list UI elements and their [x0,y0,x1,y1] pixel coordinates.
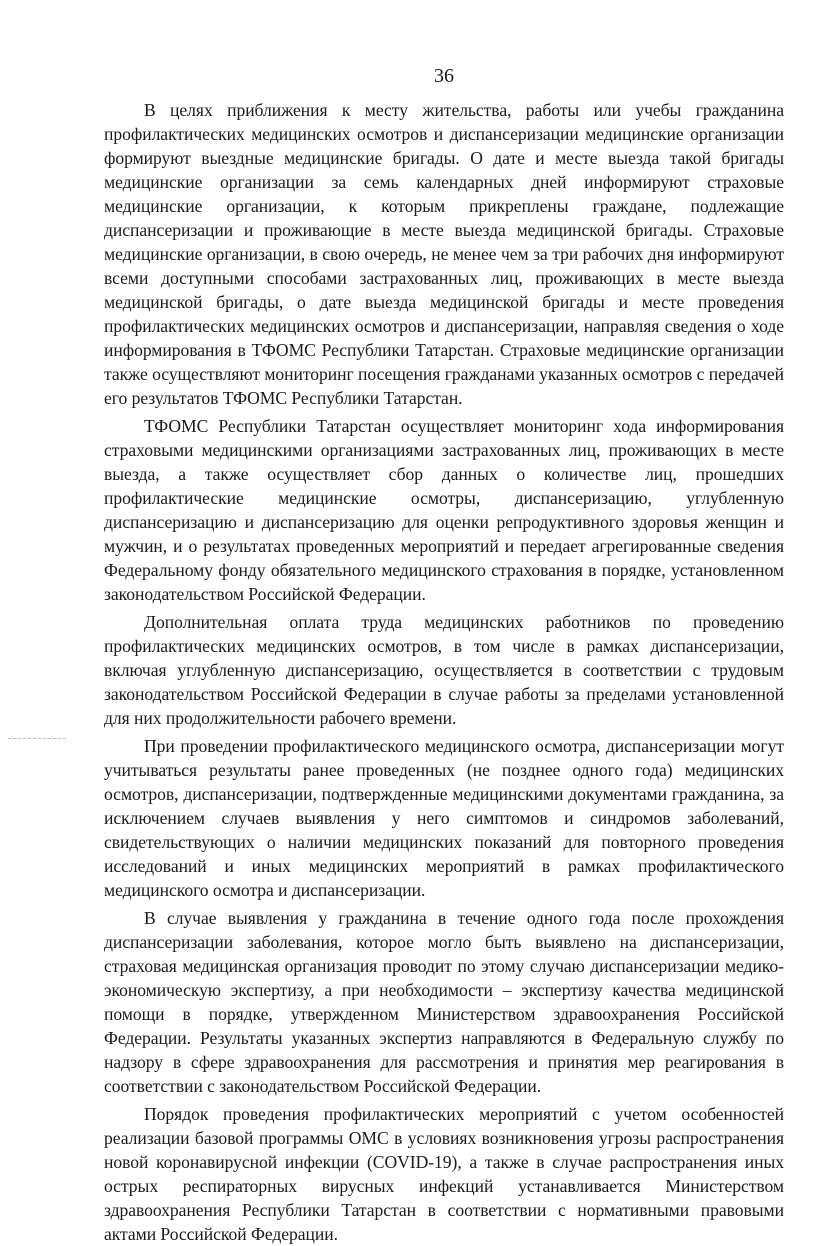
paragraph-previous-results: При проведении профилактического медицинского осмотра, диспансеризации могут учитываться результаты ранее проведенных (не позднее одного года) медицинских осмотров, диспансеризации, подтвержденные медицинскими документами гражданина, за исключением случаев выявления у него симптомов и синдромов заболеваний, свидетельствующих о наличии медицинских показаний для повторного проведения исследований и иных медицинских мероприятий в рамках профилактического медицинского осмотра и диспансеризации. [104,736,784,900]
page-number: 36 [434,65,454,87]
paragraph-tfoms-monitoring: ТФОМС Республики Татарстан осуществляет мониторинг хода информирования страховыми медицинскими организациями застрахованных лиц, проживающих в месте выезда, а также осуществляет сбор данных о количестве лиц, прошедших профилактические медицинские осмотры, диспансеризацию, углубленную диспансеризацию и диспансеризацию для оценки репродуктивного здоровья женщин и мужчин, и о результатах проведенных мероприятий и передает агрегированные сведения Федеральному фонду обязательного медицинского страхования в порядке, установленном законодательством Российской Федерации. [104,416,784,604]
paragraph-mobile-teams: В целях приближения к месту жительства, работы или учебы гражданина профилактических медицинских осмотров и диспансеризации медицинские организации формируют выездные медицинские бригады. О дате и месте выезда такой бригады медицинские организации за семь календарных дней информируют страховые медицинские организации, к которым прикреплены граждане, подлежащие диспансеризации и проживающие в месте выезда медицинской бригады. Страховые медицинские организации, в свою очередь, не менее чем за три рабочих дня информируют всеми доступными способами застрахованных лиц, проживающих в месте выезда медицинской бригады, о дате выезда медицинской бригады и месте проведения профилактических медицинских осмотров и диспансеризации, направляя сведения о ходе информирования в ТФОМС Республики Татарстан. Страховые медицинские организации также осуществляют мониторинг посещения гражданами указанных осмотров с передачей его результатов ТФОМС Республики Татарстан. [104,100,784,408]
document-body [104,98,784,1246]
paragraph-expert-review: В случае выявления у гражданина в течение одного года после прохождения диспансеризации заболевания, которое могло быть выявлено на диспансеризации, страховая медицинская организация проводит по этому случаю диспансеризации медико-экономическую экспертизу, а при необходимости – экспертизу качества медицинской помощи в порядке, утвержденном Министерством здравоохранения Российской Федерации. Результаты указанных экспертиз направляются в Федеральную службу по надзору в сфере здравоохранения для рассмотрения и принятия мер реагирования в соответствии с законодательством Российской Федерации. [104,908,784,1096]
paragraph-covid-procedure: Порядок проведения профилактических мероприятий с учетом особенностей реализации базовой программы ОМС в условиях возникновения угрозы распространения новой коронавирусной инфекции (COVID-19), а также в случае распространения иных острых респираторных вирусных инфекций устанавливается Министерством здравоохранения Республики Татарстан в соответствии с нормативными правовыми актами Российской Федерации. [104,1104,784,1244]
paragraph-additional-pay: Дополнительная оплата труда медицинских работников по проведению профилактических медицинских осмотров, в том числе в рамках диспансеризации, включая углубленную диспансеризацию, осуществляется в соответствии с трудовым законодательством Российской Федерации в случае работы за пределами установленной для них продолжительности рабочего времени. [104,612,784,728]
